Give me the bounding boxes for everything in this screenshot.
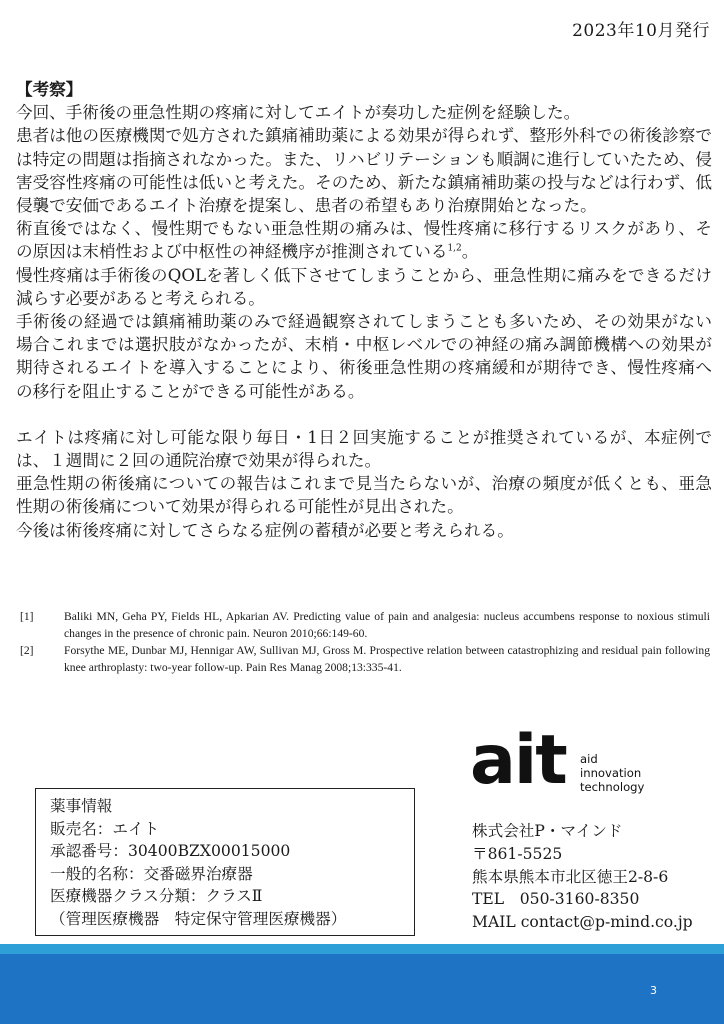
paragraph-gap — [16, 403, 712, 426]
info-row: 一般的名称：交番磁界治療器 — [50, 864, 253, 883]
company-logo — [470, 721, 700, 807]
company-tel: TEL 050-3160-8350 — [472, 890, 640, 909]
page-number: 3 — [650, 984, 657, 997]
reference-number: [2] — [20, 644, 34, 657]
logo-tagline — [580, 752, 644, 794]
paragraph — [16, 217, 712, 263]
section-heading: 【考察】 — [16, 79, 83, 99]
reference-item — [20, 642, 710, 676]
tagline-line: innovation — [580, 766, 642, 780]
paragraph-end: 。 — [461, 242, 479, 262]
reference-text: Forsythe ME, Dunbar MJ, Hennigar AW, Sullivan MJ, Gross M. Prospective relation between catastrophizing and residual pain following knee arthroplasty: two-year follow-up. Pain Res Manag 2008;13:335-41. — [64, 644, 710, 674]
info-row: 医療機器クラス分類：クラスⅡ — [50, 887, 263, 905]
info-box-title: 薬事情報 — [50, 797, 113, 815]
reference-number: [1] — [20, 610, 34, 623]
logo-wordmark: ait — [470, 721, 566, 800]
issue-date: 2023年10月発行 — [572, 21, 710, 41]
company-address: 熊本県熊本市北区徳王2-8-6 — [472, 867, 669, 886]
tagline-line: technology — [580, 780, 645, 794]
info-row: 承認番号：30400BZX00015000 — [50, 842, 291, 860]
paragraph: 患者は他の医療機関で処方された鎮痛補助薬による効果が得られず、整形外科での術後診察では特定の問題は指摘されなかった。また、リハビリテーションも順調に進行していたため、侵害受容性疼痛の可能性は低いと考えた。そのため、新たな鎮痛補助薬の投与などは行わず、低侵襲で安価であるエイト治療を提案し、患者の希望もあり治療開始となった。 — [16, 126, 712, 216]
footer-bar — [0, 954, 724, 1024]
info-row: 販売名：エイト — [50, 819, 160, 838]
footer — [0, 944, 724, 1024]
paragraph: 慢性疼痛は手術後のQOLを著しく低下させてしまうことから、亜急性期に痛みをできるだけ減らす必要があると考えられる。 — [16, 265, 712, 308]
references-list — [20, 608, 710, 676]
paragraph: 亜急性期の術後痛についての報告はこれまで見当たらないが、治療の頻度が低くとも、亜急性期の術後痛について効果が得られる可能性が見出された。 — [16, 474, 712, 517]
postal-code: 〒861-5525 — [472, 844, 563, 863]
reference-item — [20, 608, 710, 642]
footer-stripe — [0, 944, 724, 954]
tagline-line: aid — [580, 752, 598, 766]
company-name: 株式会社P・マインド — [472, 822, 623, 840]
regulatory-info-box — [35, 788, 415, 936]
paragraph: 手術後の経過では鎮痛補助薬のみで経過観察されてしまうことも多いため、その効果がない場合これまでは選択肢がなかったが、末梢・中枢レベルでの神経の痛み調節機構への効果が期待されるエイトを導入することにより、術後亜急性期の疼痛緩和が期待でき、慢性疼痛への移行を阻止することができる可能性がある。 — [16, 312, 712, 401]
paragraph: 今回、手術後の亜急性期の疼痛に対してエイトが奏功した症例を経験した。 — [16, 103, 581, 123]
paragraph: 今後は術後疼痛に対してさらなる症例の蓄積が必要と考えられる。 — [16, 520, 514, 540]
company-contact — [472, 820, 693, 934]
reference-text: Baliki MN, Geha PY, Fields HL, Apkarian AV. Predicting value of pain and analgesia: nucleus accumbens response to noxious stimuli changes in the presence of chronic pain. Neuron 2010;66:149-60. — [64, 610, 710, 640]
paragraph-text: 術直後ではなく、慢性期でもない亜急性期の痛みは、慢性疼痛に移行するリスクがあり、その原因は末梢性および中枢性の神経機序が推測されている — [16, 219, 712, 262]
discussion-section — [16, 78, 712, 542]
company-email: MAIL contact@p-mind.co.jp — [472, 913, 693, 932]
citation-superscript: 1,2 — [447, 243, 462, 254]
paragraph: エイトは疼痛に対し可能な限り毎日・1日２回実施することが推奨されているが、本症例では、１週間に２回の通院治療で効果が得られた。 — [16, 427, 712, 471]
info-row: （管理医療機器 特定保守管理医療機器） — [50, 909, 347, 928]
